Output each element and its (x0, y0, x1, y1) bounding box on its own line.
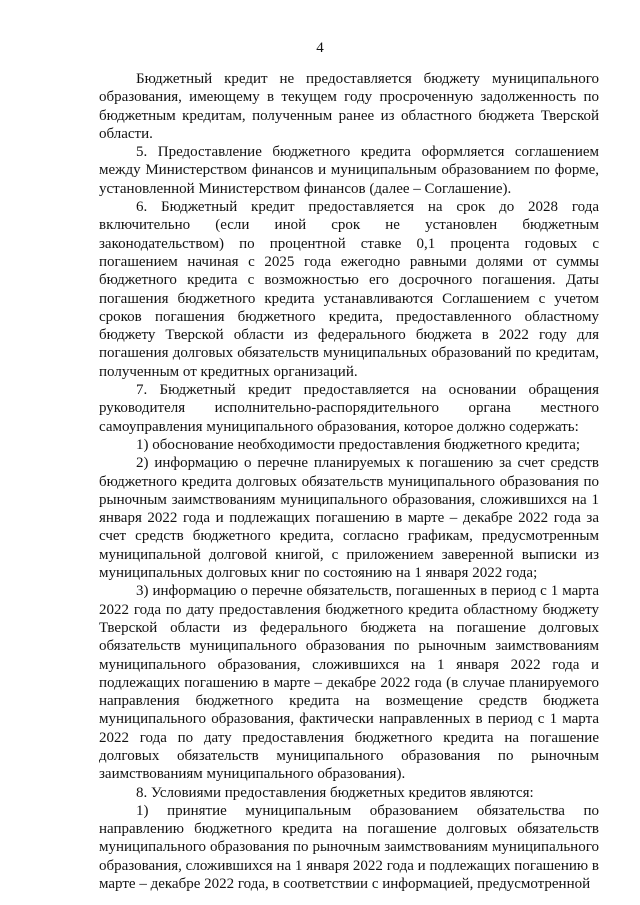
paragraph-clause-8: 8. Условиями предоставления бюджетных кредитов являются: (136, 784, 534, 801)
page-number: 4 (316, 40, 324, 56)
paragraph-budget-credit-restriction: Бюджетный кредит не предоставляется бюджету муниципального образования, имеющему в текущем году просроченную задолженность по бюджетным кредитам, полученным ранее из областного бюджета Тверской области. (99, 71, 599, 142)
paragraph-clause-7-item-2: 2) информацию о перечне планируемых к погашению за счет средств бюджетного кредита долговых обязательств муниципального образования по рыночным заимствованиям муниципального образования, сложившихся на 1 января 2022 года и подлежащих погашению в марте – декабре 2022 года за счет средств бюджетного кредита, согласно графикам, предусмотренным муниципальной долговой книгой, с приложением заверенной выписки из муниципальных долговых книг по состоянию на 1 января 2022 года; (99, 455, 599, 582)
paragraph-clause-6: 6. Бюджетный кредит предоставляется на срок до 2028 года включительно (если иной срок не установлен бюджетным законодательством) по процентной ставке 0,1 процента годовых с погашением начиная с 2025 года ежегодно равными долями от суммы бюджетного кредита с возможностью его досрочного погашения. Даты погашения бюджетного кредита устанавливаются Соглашением с учетом сроков погашения бюджетного кредита, предоставленного областному бюджету Тверской области из федерального бюджета в 2022 году для погашения долговых обязательств муниципальных образований по кредитам, полученным от кредитных организаций. (99, 199, 599, 380)
document-body (99, 70, 599, 893)
paragraph-clause-7-item-3: 3) информацию о перечне обязательств, погашенных в период с 1 марта 2022 года по дату предоставления бюджетного кредита областному бюджету Тверской области из федерального бюджета на погашение долговых обязательств муниципального образования по рыночным заимствованиям муниципального образования, сложившихся на 1 января 2022 года и подлежащих погашению в марте – декабре 2022 года (в случае планируемого направления бюджетного кредита на возмещение средств бюджета муниципального образования, фактически направленных в период с 1 марта 2022 года по дату предоставления бюджетного кредита на погашение долговых обязательств муниципального образования по рыночным заимствованиям муниципального образования). (99, 583, 599, 783)
paragraph-clause-7: 7. Бюджетный кредит предоставляется на основании обращения руководителя исполнительно-распорядительного органа местного самоуправления муниципального образования, которое должно содержать: (99, 382, 599, 435)
paragraph-clause-8-item-1: 1) принятие муниципальным образованием обязательства по направлению бюджетного кредита на погашение долговых обязательств муниципального образования по рыночным заимствованиям муниципального образования, сложившихся на 1 января 2022 года и подлежащих погашению в марте – декабре 2022 года, в соответствии с информацией, предусмотренной (99, 802, 599, 893)
paragraph-clause-7-item-1: 1) обоснование необходимости предоставления бюджетного кредита; (136, 436, 581, 453)
paragraph-clause-5: 5. Предоставление бюджетного кредита оформляется соглашением между Министерством финансов и муниципальным образованием по форме, установленной Министерством финансов (далее – Соглашение). (99, 144, 599, 197)
